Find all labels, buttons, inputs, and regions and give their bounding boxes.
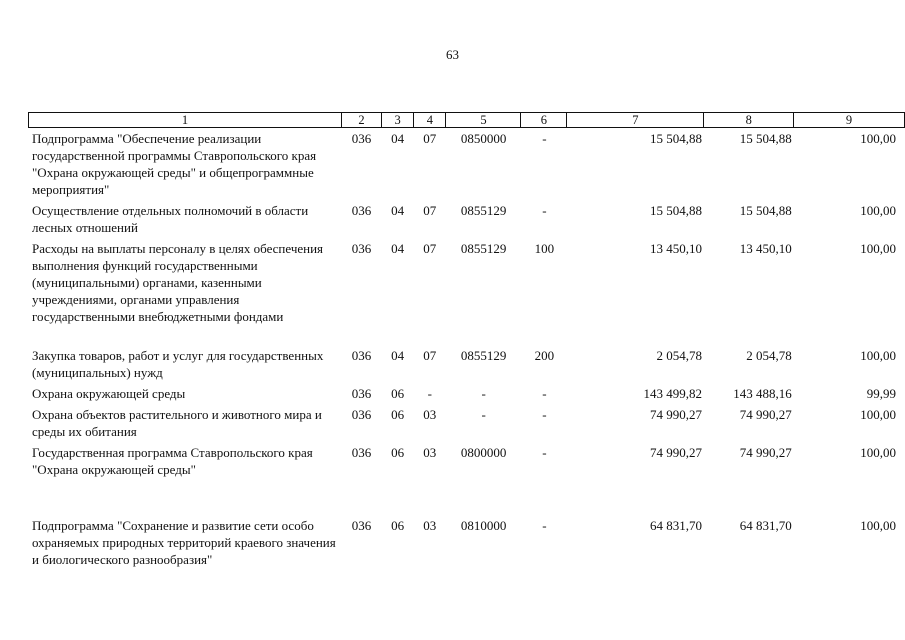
row-name: Закупка товаров, работ и услуг для государственных (муниципальных) нужд: [32, 348, 324, 380]
cell-subsection: 03: [423, 407, 437, 422]
cell-ministry: 036: [351, 203, 372, 218]
cell-amount-executed: 64 831,70: [739, 518, 792, 533]
cell-ministry: 036: [351, 445, 372, 460]
cell-expense-type: -: [542, 407, 547, 422]
cell-amount-executed: 143 488,16: [733, 386, 792, 401]
cell-subsection: -: [427, 386, 432, 401]
table-row: [28, 345, 905, 383]
cell-target-item: 0855129: [460, 348, 507, 363]
cell-section: 06: [391, 386, 405, 401]
cell-percent: 100,00: [860, 407, 896, 422]
cell-amount-planned: 74 990,27: [650, 445, 703, 460]
cell-target-item: 0850000: [460, 131, 507, 146]
cell-section: 04: [391, 241, 405, 256]
row-name: Охрана объектов растительного и животного мира и среды их обитания: [32, 407, 322, 439]
cell-percent: 99,99: [866, 386, 896, 401]
column-header-2: 2: [341, 113, 381, 128]
table-row: [28, 128, 905, 200]
cell-percent: 100,00: [860, 241, 896, 256]
cell-expense-type: -: [542, 203, 547, 218]
cell-section: 04: [391, 203, 405, 218]
cell-percent: 100,00: [860, 348, 896, 363]
column-header-1: 1: [29, 113, 342, 128]
column-number-header: [28, 112, 905, 128]
column-header-9: 9: [793, 113, 904, 128]
cell-ministry: 036: [351, 241, 372, 256]
cell-amount-executed: 2 054,78: [746, 348, 792, 363]
cell-amount-planned: 13 450,10: [650, 241, 703, 256]
cell-target-item: 0810000: [460, 518, 507, 533]
column-header-5: 5: [446, 113, 521, 128]
cell-section: 06: [391, 518, 405, 533]
cell-subsection: 07: [423, 203, 437, 218]
cell-amount-planned: 15 504,88: [650, 131, 703, 146]
cell-ministry: 036: [351, 348, 372, 363]
table-row: [28, 442, 905, 515]
cell-expense-type: -: [542, 518, 547, 533]
cell-section: 04: [391, 348, 405, 363]
cell-percent: 100,00: [860, 203, 896, 218]
row-name: Охрана окружающей среды: [32, 386, 186, 401]
cell-amount-executed: 74 990,27: [739, 445, 792, 460]
cell-amount-planned: 74 990,27: [650, 407, 703, 422]
cell-ministry: 036: [351, 131, 372, 146]
row-name: Государственная программа Ставропольского края "Охрана окружающей среды": [32, 445, 313, 477]
cell-ministry: 036: [351, 518, 372, 533]
cell-amount-executed: 15 504,88: [739, 203, 792, 218]
column-header-7: 7: [567, 113, 704, 128]
row-name: Осуществление отдельных полномочий в области лесных отношений: [32, 203, 309, 235]
cell-target-item: -: [481, 386, 486, 401]
cell-subsection: 07: [423, 131, 437, 146]
cell-percent: 100,00: [860, 445, 896, 460]
cell-section: 06: [391, 445, 405, 460]
cell-expense-type: 100: [534, 241, 555, 256]
cell-amount-planned: 2 054,78: [656, 348, 703, 363]
cell-expense-type: 200: [534, 348, 555, 363]
cell-expense-type: -: [542, 445, 547, 460]
cell-section: 06: [391, 407, 405, 422]
table-row: [28, 200, 905, 238]
column-header-4: 4: [414, 113, 446, 128]
cell-target-item: 0800000: [460, 445, 507, 460]
column-header-3: 3: [381, 113, 413, 128]
table-row: [28, 404, 905, 442]
cell-amount-executed: 15 504,88: [739, 131, 792, 146]
cell-amount-planned: 143 499,82: [643, 386, 703, 401]
cell-amount-planned: 64 831,70: [650, 518, 703, 533]
row-name: Расходы на выплаты персоналу в целях обеспечения выполнения функций государственными (муниципальными) органами, казенными учреждениями, органами управления государственными внебюджетными фондами: [32, 241, 324, 324]
cell-subsection: 03: [423, 445, 437, 460]
cell-subsection: 07: [423, 241, 437, 256]
table-row: [28, 238, 905, 345]
column-header-6: 6: [521, 113, 567, 128]
cell-expense-type: -: [542, 386, 547, 401]
cell-subsection: 03: [423, 518, 437, 533]
table-row: [28, 515, 905, 570]
cell-target-item: 0855129: [460, 203, 507, 218]
column-header-8: 8: [704, 113, 794, 128]
cell-expense-type: -: [542, 131, 547, 146]
cell-ministry: 036: [351, 386, 372, 401]
cell-percent: 100,00: [860, 518, 896, 533]
cell-target-item: -: [481, 407, 486, 422]
cell-percent: 100,00: [860, 131, 896, 146]
cell-section: 04: [391, 131, 405, 146]
cell-ministry: 036: [351, 407, 372, 422]
budget-table: [28, 128, 905, 570]
page-number: 63: [446, 47, 459, 62]
cell-amount-planned: 15 504,88: [650, 203, 703, 218]
cell-target-item: 0855129: [460, 241, 507, 256]
cell-subsection: 07: [423, 348, 437, 363]
cell-amount-executed: 74 990,27: [739, 407, 792, 422]
table-row: [28, 383, 905, 404]
cell-amount-executed: 13 450,10: [739, 241, 792, 256]
row-name: Подпрограмма "Сохранение и развитие сети особо охраняемых природных территорий краевого значения и биологического разнообразия": [32, 518, 336, 567]
row-name: Подпрограмма "Обеспечение реализации государственной программы Ставропольского края "Охрана окружающей среды" и общепрограммные мероприятия": [32, 131, 317, 197]
